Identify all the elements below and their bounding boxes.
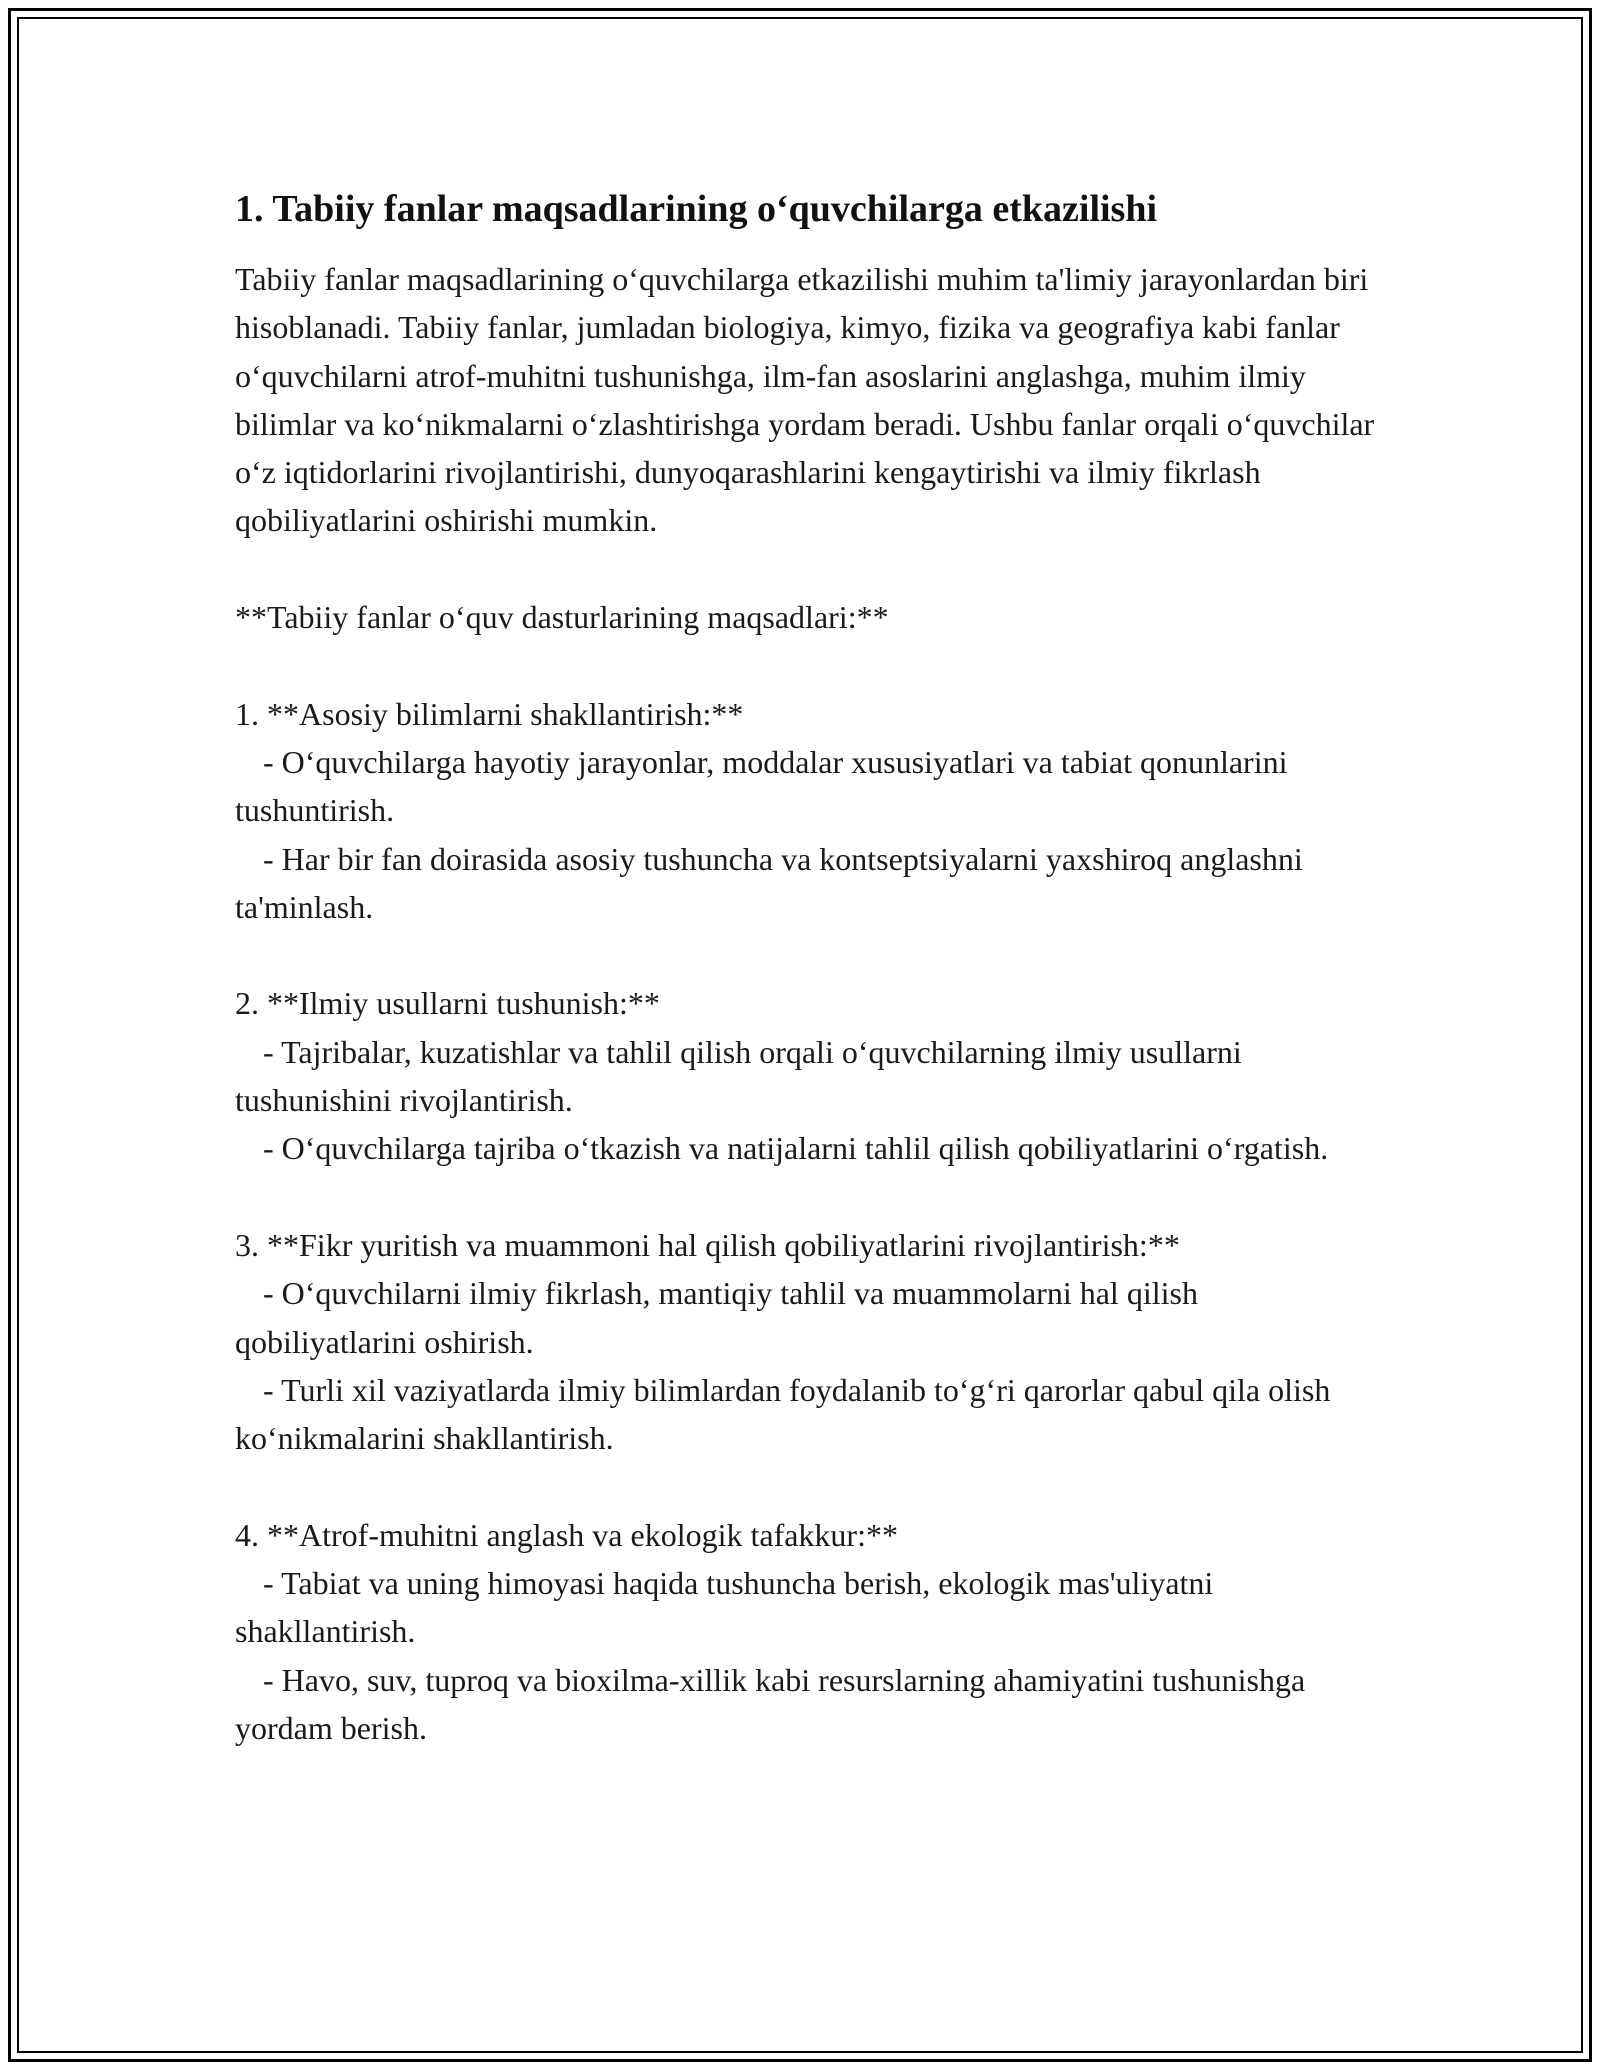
list-item-bullet: - Havo, suv, tuproq va bioxilma-xillik kabi resurslarning ahamiyatini tushunishga yordam berish. (235, 1661, 1306, 1746)
spacer (235, 545, 1375, 593)
list-item-bullet: - Har bir fan doirasida asosiy tushuncha va kontseptsiyalarni yaxshiroq anglashni ta'minlash. (235, 840, 1303, 925)
spacer (235, 931, 1375, 979)
list-item-bullet: - Tabiat va uning himoyasi haqida tushuncha berish, ekologik mas'uliyatni shakllantirish. (235, 1565, 1214, 1650)
spacer (235, 641, 1375, 689)
spacer (235, 1462, 1375, 1510)
section-heading: **Tabiiy fanlar o‘quv dasturlarining maqsadlari:** (235, 599, 889, 636)
list-item-bullet: - O‘quvchilarni ilmiy fikrlash, mantiqiy tahlil va muammolarni hal qilish qobiliyatlarini oshirish. (235, 1275, 1198, 1360)
list-item-heading: 2. **Ilmiy usullarni tushunish:** (235, 985, 660, 1022)
spacer (235, 1173, 1375, 1221)
list-item-heading: 4. **Atrof-muhitni anglash va ekologik tafakkur:** (235, 1516, 898, 1553)
list-item-heading: 1. **Asosiy bilimlarni shakllantirish:** (235, 695, 744, 732)
list-item (235, 979, 1375, 1172)
list-item-bullet: - Turli xil vaziyatlarda ilmiy bilimlardan foydalanib to‘g‘ri qarorlar qabul qila olish ko‘nikmalarini shakllantirish. (235, 1371, 1331, 1457)
intro-paragraph: Tabiiy fanlar maqsadlarining o‘quvchilarga etkazilishi muhim ta'limiy jarayonlardan biri hisoblanadi. Tabiiy fanlar, jumladan biologiya, kimyo, fizika va geografiya kabi fanlar o‘quvchilarni atrof-muhitni tushunishga, ilm-fan asoslarini anglashga, muhim ilmiy bilimlar va ko‘nikmalarni o‘zlashtirishga yordam beradi. Ushbu fanlar orqali o‘quvchilar o‘z iqtidorlarini rivojlantirishi, dunyoqarashlarini kengaytirishi va ilmiy fikrlash qobiliyatlarini oshirishi mumkin. (235, 261, 1375, 539)
list-item (235, 1221, 1375, 1462)
list-item-bullet: - Tajribalar, kuzatishlar va tahlil qilish orqali o‘quvchilarning ilmiy usullarni tushunishini rivojlantirish. (235, 1033, 1242, 1119)
list-item-bullet: - O‘quvchilarga tajriba o‘tkazish va natijalarni tahlil qilish qobiliyatlarini o‘rgatish. (263, 1130, 1329, 1167)
list-item (235, 1511, 1375, 1752)
document-title: 1. Tabiiy fanlar maqsadlarining o‘quvchilarga etkazilishi (235, 188, 1158, 230)
list-item-heading: 3. **Fikr yuritish va muammoni hal qilish qobiliyatlarini rivojlantirish:** (235, 1226, 1180, 1263)
document-body (235, 185, 1375, 1752)
list-item (235, 690, 1375, 931)
list-item-bullet: - O‘quvchilarga hayotiy jarayonlar, moddalar xususiyatlari va tabiat qonunlarini tushuntirish. (235, 743, 1288, 829)
